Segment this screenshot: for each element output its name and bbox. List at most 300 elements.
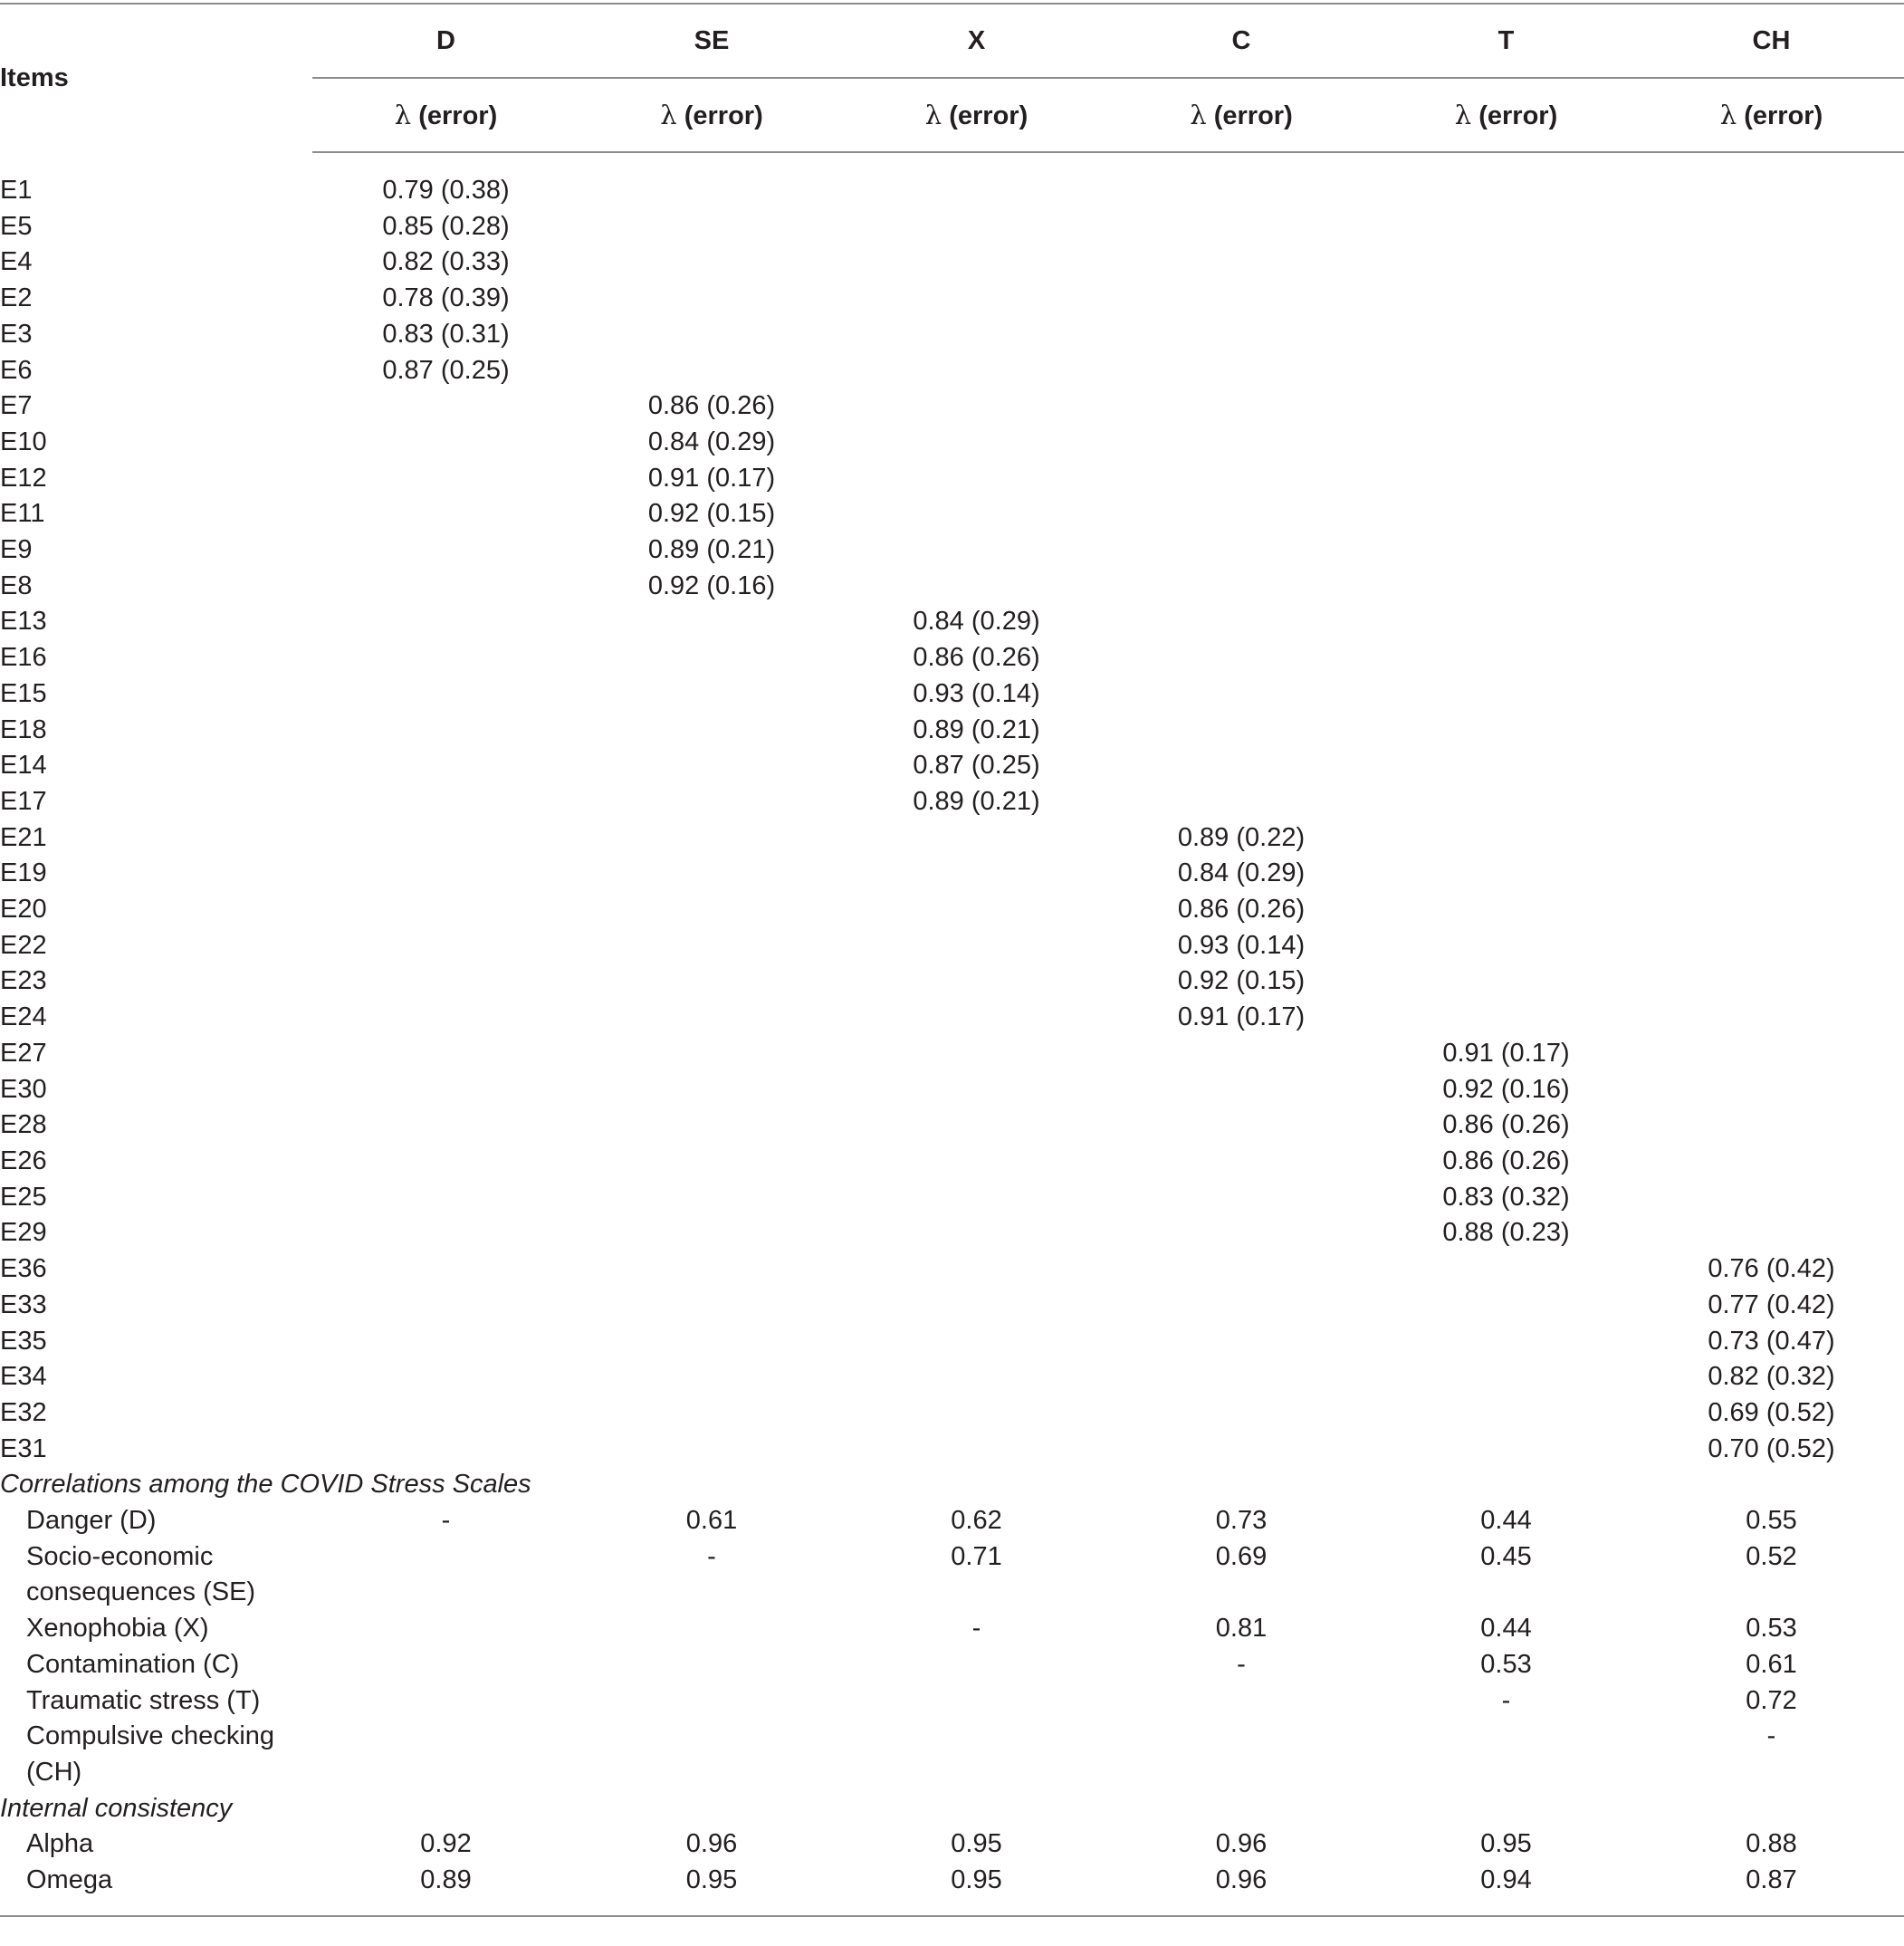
value-cell-d — [312, 1180, 579, 1216]
value-cell-se — [579, 928, 844, 964]
value-cell-d — [312, 1288, 579, 1324]
value-cell-x — [844, 209, 1109, 245]
value-cell-c — [1109, 1180, 1373, 1216]
value-cell-x — [844, 892, 1109, 928]
factor-header-d: D — [312, 4, 579, 78]
value-cell-ch — [1639, 152, 1904, 209]
value-cell-x — [844, 1395, 1109, 1432]
loading-row — [0, 1107, 1904, 1144]
value-cell-d — [312, 1647, 579, 1683]
value-cell-se — [579, 353, 844, 389]
value-cell-t: 0.44 — [1480, 1614, 1532, 1644]
item-label: E19 — [0, 858, 47, 888]
value-cell-se — [579, 784, 844, 820]
scale-label: Compulsive checking (CH) — [26, 1721, 275, 1787]
value-cell-se — [579, 1395, 844, 1432]
value-cell-d — [312, 1144, 579, 1180]
value-cell-ch — [1639, 281, 1904, 317]
value-cell-se — [579, 748, 844, 784]
value-cell-ch — [1639, 569, 1904, 605]
value-cell-x — [844, 1036, 1109, 1072]
value-cell-ch — [1639, 317, 1904, 353]
value-cell-c: 0.81 — [1215, 1614, 1268, 1644]
value-cell-x — [844, 1072, 1109, 1108]
value-cell-c — [1109, 748, 1373, 784]
value-cell-se — [579, 1144, 844, 1180]
item-label: E15 — [0, 678, 47, 708]
item-label: E28 — [0, 1110, 47, 1140]
value-cell-d — [312, 1324, 579, 1360]
value-cell-c: 0.96 — [1109, 1863, 1373, 1916]
value-cell-x — [844, 1432, 1109, 1468]
value-cell-t — [1373, 856, 1639, 892]
value-cell-t — [1373, 317, 1639, 353]
item-label: E31 — [0, 1433, 47, 1463]
value-cell-ch: 0.61 — [1746, 1649, 1797, 1679]
lambda-symbol: λ — [1719, 99, 1737, 130]
value-cell-x — [844, 532, 1109, 569]
value-cell-ch — [1639, 713, 1904, 749]
value-cell-d — [312, 388, 579, 425]
value-cell-se — [579, 1432, 844, 1468]
value-cell-t — [1373, 425, 1639, 461]
value-cell-se — [579, 1072, 844, 1108]
value-cell-x — [844, 244, 1109, 281]
value-cell-t — [1373, 713, 1639, 749]
item-label: E35 — [0, 1326, 47, 1356]
value-cell-x: 0.93 (0.14) — [913, 678, 1040, 708]
value-cell-ch: 0.73 (0.47) — [1708, 1326, 1835, 1356]
value-cell-t — [1373, 892, 1639, 928]
item-label: E9 — [0, 535, 33, 565]
correlation-row — [0, 1503, 1904, 1539]
consistency-row — [0, 1863, 1904, 1916]
value-cell-ch — [1639, 963, 1904, 1000]
consistency-label: Alpha — [26, 1829, 94, 1859]
value-cell-se — [579, 1215, 844, 1251]
value-cell-c — [1109, 1683, 1373, 1720]
item-label: E8 — [0, 570, 33, 600]
value-cell-ch — [1639, 820, 1904, 857]
lambda-symbol: λ — [660, 99, 677, 130]
value-cell-d: 0.85 (0.28) — [382, 211, 510, 241]
loading-row — [0, 856, 1904, 892]
value-cell-c: 0.96 — [1215, 1829, 1268, 1859]
value-cell-ch: 0.72 — [1746, 1685, 1797, 1715]
item-label: E21 — [0, 822, 47, 852]
value-cell-x — [844, 1683, 1109, 1720]
scale-label: Danger (D) — [26, 1506, 157, 1536]
item-label: E10 — [0, 427, 47, 456]
value-cell-se: 0.61 — [685, 1506, 738, 1536]
value-cell-ch — [1639, 640, 1904, 676]
factor-header-t: T — [1373, 4, 1639, 78]
value-cell-ch: 0.69 (0.52) — [1708, 1397, 1835, 1427]
loading-row — [0, 1072, 1904, 1108]
value-cell-t — [1373, 963, 1639, 1000]
value-cell-se: 0.84 (0.29) — [647, 427, 776, 456]
value-cell-t — [1373, 748, 1639, 784]
value-cell-c — [1109, 1432, 1373, 1468]
value-cell-t: 0.91 (0.17) — [1442, 1038, 1570, 1068]
value-cell-t — [1373, 1359, 1639, 1395]
value-cell-ch — [1639, 856, 1904, 892]
value-cell-c: 0.92 (0.15) — [1177, 966, 1306, 996]
value-cell-t — [1373, 1288, 1639, 1324]
value-cell-c — [1109, 1215, 1373, 1251]
value-cell-d — [312, 1432, 579, 1468]
value-cell-ch — [1639, 461, 1904, 497]
correlation-row — [0, 1539, 1904, 1611]
value-cell-d — [312, 1611, 579, 1647]
item-label: E13 — [0, 607, 47, 637]
value-cell-se — [579, 1719, 844, 1790]
value-cell-c — [1109, 281, 1373, 317]
value-cell-ch — [1639, 425, 1904, 461]
value-cell-c — [1109, 676, 1373, 713]
value-cell-c — [1109, 1072, 1373, 1108]
item-label: E34 — [0, 1362, 47, 1392]
value-cell-c — [1109, 569, 1373, 605]
value-cell-c — [1109, 1324, 1373, 1360]
loading-row — [0, 1036, 1904, 1072]
value-cell-x — [844, 1180, 1109, 1216]
value-cell-d — [312, 713, 579, 749]
value-cell-ch: 0.87 — [1639, 1863, 1904, 1916]
value-cell-d — [312, 963, 579, 1000]
value-cell-se — [579, 1251, 844, 1288]
value-cell-c: 0.69 — [1215, 1541, 1268, 1571]
table-body — [0, 152, 1904, 1916]
value-cell-d — [312, 604, 579, 640]
value-cell-ch — [1639, 748, 1904, 784]
value-cell-d — [312, 928, 579, 964]
value-cell-x: 0.95 — [951, 1829, 1002, 1859]
error-label: (error) — [684, 101, 763, 130]
value-cell-t — [1373, 496, 1639, 532]
value-cell-t: 0.94 — [1373, 1863, 1639, 1916]
value-cell-x — [844, 152, 1109, 209]
value-cell-se — [579, 1107, 844, 1144]
error-label: (error) — [1744, 101, 1823, 130]
value-cell-ch — [1639, 1215, 1904, 1251]
loading-row — [0, 152, 1904, 209]
loading-row — [0, 1359, 1904, 1395]
value-cell-c — [1109, 1107, 1373, 1144]
value-cell-se: - — [707, 1541, 716, 1571]
value-cell-ch: 0.55 — [1746, 1506, 1797, 1536]
scale-label: Xenophobia (X) — [26, 1614, 209, 1644]
item-label: E7 — [0, 391, 33, 421]
loading-row — [0, 892, 1904, 928]
value-cell-d — [312, 1072, 579, 1108]
value-cell-d: - — [441, 1506, 451, 1536]
value-cell-ch: - — [1766, 1721, 1776, 1751]
value-cell-ch — [1639, 209, 1904, 245]
value-cell-t: 0.86 (0.26) — [1442, 1146, 1570, 1175]
value-cell-ch — [1639, 244, 1904, 281]
value-cell-t — [1373, 928, 1639, 964]
loading-row — [0, 425, 1904, 461]
value-cell-t: 0.45 — [1480, 1541, 1532, 1571]
value-cell-d — [312, 1683, 579, 1720]
value-cell-se — [579, 892, 844, 928]
value-cell-t — [1373, 532, 1639, 569]
value-cell-x — [844, 1324, 1109, 1360]
item-label: E36 — [0, 1254, 47, 1284]
value-cell-x — [844, 1215, 1109, 1251]
value-cell-d — [312, 1359, 579, 1395]
value-cell-t — [1373, 1432, 1639, 1468]
value-cell-t — [1373, 1395, 1639, 1432]
value-cell-d: 0.82 (0.33) — [382, 247, 510, 277]
value-cell-d — [312, 1251, 579, 1288]
value-cell-x — [844, 1647, 1109, 1683]
value-cell-se: 0.95 — [579, 1863, 844, 1916]
loading-row — [0, 569, 1904, 605]
value-cell-x: 0.89 (0.21) — [913, 786, 1040, 816]
value-cell-ch — [1639, 388, 1904, 425]
value-cell-c — [1109, 1359, 1373, 1395]
item-label: E3 — [0, 319, 33, 349]
items-column-header: Items — [0, 4, 312, 152]
value-cell-x — [844, 388, 1109, 425]
loading-row — [0, 1324, 1904, 1360]
value-cell-d: 0.79 (0.38) — [382, 176, 510, 205]
value-cell-se: 0.91 (0.17) — [647, 463, 776, 493]
value-cell-c — [1109, 604, 1373, 640]
factor-header-x: X — [844, 4, 1109, 78]
factor-loadings-table — [0, 3, 1904, 1917]
value-cell-d — [312, 784, 579, 820]
value-cell-t — [1373, 1719, 1639, 1790]
value-cell-c — [1109, 152, 1373, 209]
item-label: E5 — [0, 211, 33, 241]
correlation-row — [0, 1683, 1904, 1720]
consistency-label: Omega — [0, 1863, 312, 1916]
value-cell-x — [844, 569, 1109, 605]
value-cell-t — [1373, 152, 1639, 209]
loading-row — [0, 820, 1904, 857]
value-cell-d: 0.92 — [420, 1829, 472, 1859]
header-row-factors — [0, 4, 1904, 78]
value-cell-se — [579, 244, 844, 281]
scale-label: Socio-economic consequences (SE) — [26, 1541, 256, 1607]
item-label: E6 — [0, 355, 33, 385]
loading-row — [0, 784, 1904, 820]
loading-row — [0, 676, 1904, 713]
value-cell-se — [579, 281, 844, 317]
value-cell-c — [1109, 244, 1373, 281]
value-cell-ch — [1639, 1107, 1904, 1144]
value-cell-se — [579, 1288, 844, 1324]
value-cell-d — [312, 569, 579, 605]
value-cell-se: 0.92 (0.15) — [647, 499, 776, 529]
value-cell-ch — [1639, 604, 1904, 640]
item-label: E18 — [0, 714, 47, 744]
subheader-x — [844, 78, 1109, 152]
value-cell-x: 0.89 (0.21) — [913, 714, 1040, 744]
value-cell-x — [844, 353, 1109, 389]
value-cell-c: 0.84 (0.29) — [1177, 858, 1306, 888]
item-label: E22 — [0, 930, 47, 960]
item-label: E4 — [0, 247, 33, 277]
value-cell-se — [579, 317, 844, 353]
value-cell-d — [312, 856, 579, 892]
value-cell-x — [844, 1251, 1109, 1288]
value-cell-t — [1373, 209, 1639, 245]
value-cell-c — [1109, 1395, 1373, 1432]
loading-row — [0, 928, 1904, 964]
value-cell-t — [1373, 569, 1639, 605]
value-cell-x — [844, 820, 1109, 857]
value-cell-c — [1109, 1036, 1373, 1072]
loading-row — [0, 461, 1904, 497]
value-cell-x: 0.71 — [951, 1541, 1002, 1571]
value-cell-d: 0.83 (0.31) — [382, 319, 510, 349]
loading-row — [0, 604, 1904, 640]
value-cell-d: 0.89 — [312, 1863, 579, 1916]
value-cell-ch — [1639, 892, 1904, 928]
value-cell-se — [579, 1611, 844, 1647]
loading-row — [0, 640, 1904, 676]
value-cell-se: 0.92 (0.16) — [647, 570, 776, 600]
value-cell-se — [579, 1000, 844, 1036]
loading-row — [0, 353, 1904, 389]
value-cell-c: 0.91 (0.17) — [1177, 1002, 1306, 1032]
value-cell-c — [1109, 461, 1373, 497]
value-cell-d — [312, 1395, 579, 1432]
item-label: E14 — [0, 751, 47, 781]
value-cell-d — [312, 676, 579, 713]
loading-row — [0, 1288, 1904, 1324]
loading-row — [0, 317, 1904, 353]
value-cell-ch: 0.53 — [1746, 1614, 1797, 1644]
correlation-row — [0, 1611, 1904, 1647]
value-cell-d — [312, 496, 579, 532]
value-cell-t — [1373, 1324, 1639, 1360]
lambda-symbol: λ — [394, 99, 412, 130]
value-cell-t: 0.86 (0.26) — [1442, 1110, 1570, 1140]
value-cell-t — [1373, 353, 1639, 389]
loading-row — [0, 281, 1904, 317]
loading-row — [0, 1144, 1904, 1180]
value-cell-ch — [1639, 532, 1904, 569]
value-cell-c: 0.93 (0.14) — [1177, 930, 1306, 960]
value-cell-x — [844, 1288, 1109, 1324]
item-label: E29 — [0, 1218, 47, 1248]
correlations-section — [0, 1467, 1904, 1503]
value-cell-c — [1109, 532, 1373, 569]
internal-consistency-section-title: Internal consistency — [0, 1793, 233, 1823]
error-label: (error) — [418, 101, 498, 130]
value-cell-c — [1109, 209, 1373, 245]
subheader-ch — [1639, 78, 1904, 152]
value-cell-x: - — [971, 1614, 981, 1644]
item-label: E24 — [0, 1002, 47, 1032]
error-label: (error) — [1213, 101, 1293, 130]
value-cell-x — [844, 496, 1109, 532]
value-cell-se: 0.96 — [685, 1829, 738, 1859]
value-cell-ch — [1639, 1180, 1904, 1216]
value-cell-se — [579, 820, 844, 857]
subheader-c — [1109, 78, 1373, 152]
value-cell-x — [844, 1719, 1109, 1790]
correlations-section-title: Correlations among the COVID Stress Scales — [0, 1470, 531, 1500]
value-cell-t — [1373, 461, 1639, 497]
value-cell-se — [579, 1683, 844, 1720]
value-cell-t: 0.83 (0.32) — [1442, 1182, 1570, 1212]
item-label: E23 — [0, 966, 47, 996]
value-cell-c: 0.89 (0.22) — [1177, 822, 1306, 852]
loading-row — [0, 963, 1904, 1000]
value-cell-x: 0.86 (0.26) — [913, 643, 1040, 673]
value-cell-se — [579, 676, 844, 713]
value-cell-c: 0.73 — [1215, 1506, 1268, 1536]
value-cell-se — [579, 1036, 844, 1072]
value-cell-t — [1373, 640, 1639, 676]
value-cell-se — [579, 1359, 844, 1395]
scale-label: Contamination (C) — [26, 1649, 240, 1679]
lambda-symbol: λ — [1190, 99, 1207, 130]
lambda-symbol: λ — [1454, 99, 1472, 130]
subheader-se — [579, 78, 844, 152]
factor-header-ch: CH — [1639, 4, 1904, 78]
value-cell-x — [844, 1359, 1109, 1395]
value-cell-ch — [1639, 1072, 1904, 1108]
value-cell-d — [312, 532, 579, 569]
value-cell-x — [844, 928, 1109, 964]
loading-row — [0, 532, 1904, 569]
value-cell-d — [312, 820, 579, 857]
loading-row — [0, 209, 1904, 245]
value-cell-se — [579, 856, 844, 892]
value-cell-ch — [1639, 676, 1904, 713]
value-cell-t — [1373, 1000, 1639, 1036]
subheader-t — [1373, 78, 1639, 152]
value-cell-ch — [1639, 496, 1904, 532]
value-cell-ch — [1639, 1144, 1904, 1180]
value-cell-d — [312, 1107, 579, 1144]
value-cell-c — [1109, 353, 1373, 389]
loading-row — [0, 1395, 1904, 1432]
value-cell-t — [1373, 244, 1639, 281]
value-cell-x — [844, 425, 1109, 461]
factor-header-se: SE — [579, 4, 844, 78]
value-cell-c — [1109, 1251, 1373, 1288]
value-cell-c — [1109, 1288, 1373, 1324]
value-cell-t: 0.92 (0.16) — [1442, 1074, 1570, 1104]
loading-row — [0, 713, 1904, 749]
value-cell-se — [579, 1324, 844, 1360]
value-cell-d — [312, 1719, 579, 1790]
item-label: E11 — [0, 499, 45, 529]
item-label: E20 — [0, 895, 47, 925]
value-cell-c — [1109, 1144, 1373, 1180]
value-cell-c — [1109, 317, 1373, 353]
value-cell-ch: 0.82 (0.32) — [1708, 1362, 1835, 1392]
value-cell-ch: 0.88 — [1746, 1829, 1797, 1859]
value-cell-t — [1373, 784, 1639, 820]
value-cell-c — [1109, 784, 1373, 820]
value-cell-se: 0.86 (0.26) — [647, 391, 776, 421]
value-cell-t — [1373, 388, 1639, 425]
item-label: E26 — [0, 1146, 47, 1175]
value-cell-d — [312, 1036, 579, 1072]
value-cell-d: 0.87 (0.25) — [382, 355, 510, 385]
lambda-symbol: λ — [924, 99, 942, 130]
value-cell-c — [1109, 1719, 1373, 1790]
